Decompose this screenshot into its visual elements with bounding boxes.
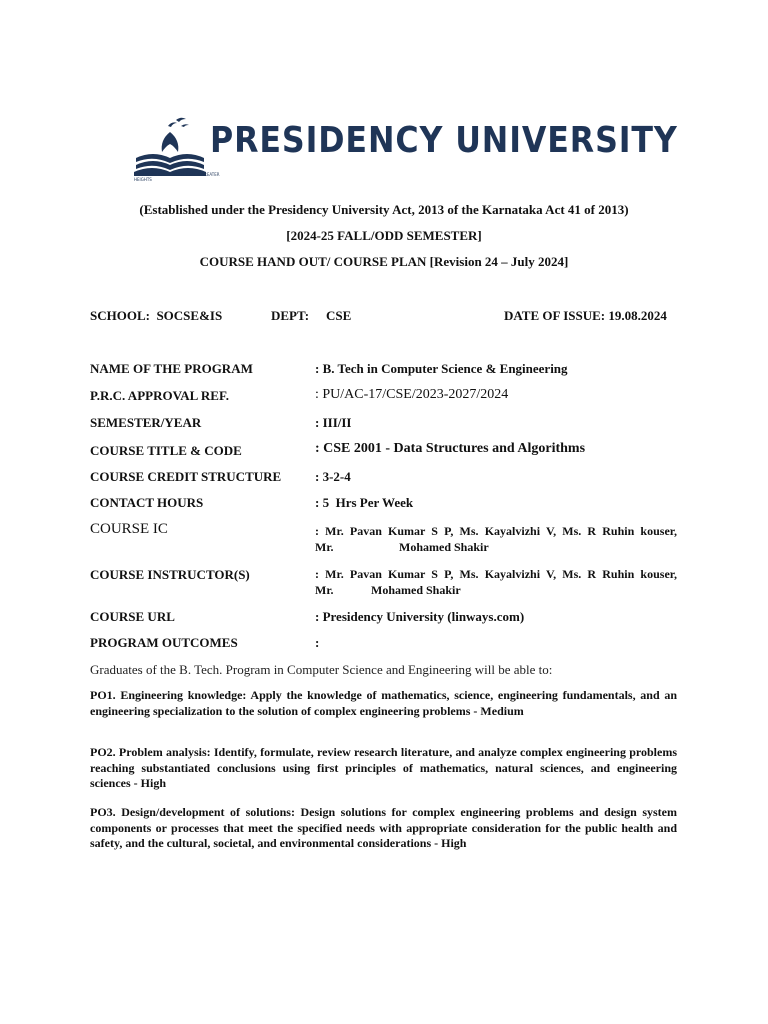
po1-paragraph: PO1. Engineering knowledge: Apply the knowledge of mathematics, science, engineering fundamentals, and an engineering specialization to the solution of complex engineering problems - Medium [90,688,677,718]
semester-value: : III/II [315,415,352,430]
credit-value: : 3-2-4 [315,469,351,484]
instructor-value-name: Mohamed Shakir [371,583,461,597]
semester-label: SEMESTER/YEAR [90,415,202,430]
dept-value: CSE [326,308,352,323]
school-label: SCHOOL: SOCSE&IS [90,308,223,323]
instructor-label: COURSE INSTRUCTOR(S) [90,567,250,582]
dept-label: DEPT: [271,308,310,323]
program-outcomes-label: PROGRAM OUTCOMES [90,635,238,650]
course-title-value: : CSE 2001 - Data Structures and Algorithms [315,441,586,456]
date-of-issue: DATE OF ISSUE: 19.08.2024 [504,308,667,323]
contact-hours-value: : 5 Hrs Per Week [315,495,414,510]
instructor-value-mr: Mr. [315,583,334,597]
course-ic-label: COURSE IC [90,521,168,537]
credit-label: COURSE CREDIT STRUCTURE [90,469,282,484]
handout-line: COURSE HAND OUT/ COURSE PLAN [Revision 24 – July 2024] [199,254,569,269]
course-ic-value-name: Mohamed Shakir [399,540,489,554]
logo-tagline: GAIN MORE KNOWLEDGE REACH GREATER HEIGHTS [134,172,220,182]
contact-hours-label: CONTACT HOURS [90,495,204,510]
course-url-value: : Presidency University (linways.com) [315,609,525,624]
instructor-value-line1: : Mr. Pavan Kumar S P, Ms. Kayalvizhi V, Ms. R Ruhin kouser, [315,567,677,581]
program-value: : B. Tech in Computer Science & Engineering [315,361,568,376]
course-ic-value-mr: Mr. [315,540,334,554]
outcomes-intro: Graduates of the B. Tech. Program in Computer Science and Engineering will be able to: [90,662,553,677]
course-url-label: COURSE URL [90,609,175,624]
semester-line: [2024-25 FALL/ODD SEMESTER] [286,228,482,243]
program-outcomes-colon: : [315,635,320,650]
program-label: NAME OF THE PROGRAM [90,361,253,376]
po2-paragraph: PO2. Problem analysis: Identify, formulate, review research literature, and analyze complex engineering problems reaching substantiated conclusions using first principles of mathematics, natural sciences, and engineering sciences - High [90,745,677,790]
university-wordmark: PRESIDENCY UNIVERSITY [210,120,678,161]
po3-paragraph: PO3. Design/development of solutions: Design solutions for complex engineering problems and design system components or processes that meet the specified needs with appropriate consideration for the public health and safety, and the cultural, societal, and environmental considerations - High [90,805,677,850]
established-line: (Established under the Presidency University Act, 2013 of the Karnataka Act 41 of 2013) [139,202,629,217]
course-ic-value-line1: : Mr. Pavan Kumar S P, Ms. Kayalvizhi V, Ms. R Ruhin kouser, [315,524,677,538]
university-logo [132,114,678,186]
prc-label: P.R.C. APPROVAL REF. [90,388,229,403]
prc-value: : PU/AC-17/CSE/2023-2027/2024 [315,387,509,402]
course-title-label: COURSE TITLE & CODE [90,443,242,458]
